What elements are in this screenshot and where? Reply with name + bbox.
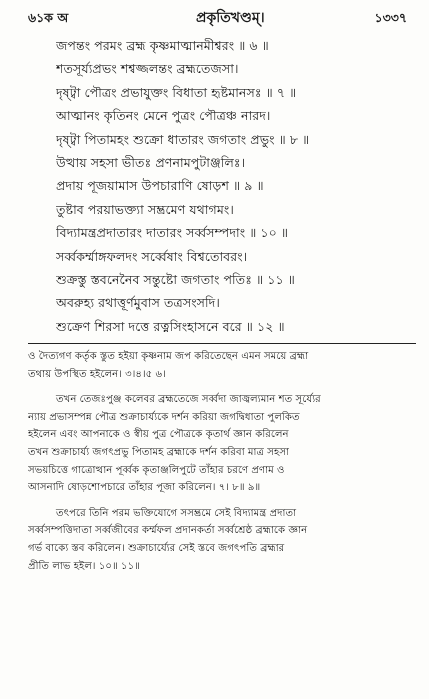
signature-mark: ৬১ক অ [28,10,69,25]
translation-line: ও দৈত্যগণ কর্তৃক স্তুত হইয়া কৃষ্ণনাম জপ করিতেছেন এমন সময়ে ব্রহ্মা [28,351,309,362]
translation-line: গর্ভ বাক্যে স্তব করিলেন। শুক্রাচার্য্যের সেই স্তবে জগৎপতি ব্রহ্মার [28,542,285,554]
sanskrit-verses [56,34,419,338]
translation-line: হইলেন এবং আপনাকে ও স্বীয় পুত্র পৌত্রকে কৃতার্থ জ্ঞান করিলেন [28,429,289,441]
verse-line: তুষ্টাব পরয়াভক্ত্যা সম্ভ্রমেণ যথাগমং। [56,201,234,217]
verse-line: দৃষ্ট্বা পৌত্রং প্রভাযুক্তং বিধাতা হৃষ্টমানসঃ ॥ ৭ ॥ [56,84,297,100]
running-title: প্রকৃতিখণ্ডম্। [196,10,265,26]
verse-line: দৃষ্ট্বা পিতামহং শুক্রো ধাতারং জগতাং প্রভুং ॥ ৮ ॥ [56,131,310,147]
translation-line: তৎপরে তিনি পরম ভক্তিযোগে সসম্ভ্রমে সেই বিদ্যামন্ত্র প্রদাতা [56,507,297,519]
translation-line: সর্ব্বসম্পত্তিদাতা সর্ব্বজীবের কর্ম্মফল প্রদানকর্তা সর্ব্বশ্রেষ্ঠ ব্রহ্মাকে জ্ঞান [28,525,308,537]
verse-line: উত্থায় সহসা ভীতঃ প্রণনামপুটাঞ্জলিঃ। [56,154,246,170]
bengali-translation [28,348,417,575]
translation-paragraph [28,505,417,575]
translation-line: প্রীতি লাভ হইল। ১০॥ ১১॥ [28,560,141,572]
verse-line: বিদ্যামন্ত্রপ্রদাতারং দাতারং সর্ব্বসম্পদাং ॥ ১০ ॥ [56,225,289,241]
running-header [28,6,407,26]
verse-line: শতসূর্য্যপ্রভং শশ্বজ্জলন্তং ব্রহ্মতেজসা। [56,61,239,77]
translation-line: তখন তেজঃপুঞ্জ কলেবর ব্রহ্মতেজে সর্ব্বদা জাজ্বল্যমান শত সূর্য্যের [56,394,321,406]
translation-line: তথায় উপস্থিত হইলেন। ৩।৪।৫ ৬। [28,368,166,380]
verse-line: আত্মানং কৃতিনং মেনে পুত্রং পৌত্রঞ্চ নারদ। [56,108,271,124]
verse-line: সর্ব্বকর্ম্মাঙ্গফলদং সর্ব্বেষাং বিশ্বতোবরং। [56,248,248,264]
verse-line: অবরুহ্য রথাত্তূর্ণমুবাস তত্রসংসদি। [56,295,220,311]
footnote-divider [28,343,416,344]
page-number: ১৩৩৭ [374,10,407,25]
verse-line: শুক্রস্তু স্তবনেনৈব সন্তুষ্টো জগতাং পতিঃ ॥ ১১ ॥ [56,271,295,287]
translation-paragraph [28,348,417,383]
translation-line: আসনাদি ষোড়শোপচারে তাঁহার পূজা করিলেন। ৭। ৮॥ ৯॥ [28,482,261,494]
verse-line: শুক্রেণ শিরসা দত্তে রত্নসিংহাসনে বরে ॥ ১২ ॥ [56,318,285,334]
translation-paragraph [28,391,417,497]
verse-line: জপন্তং পরমং ব্রহ্ম কৃষ্ণমাত্মানমীশ্বরং ॥ ৬ ॥ [56,38,269,53]
translation-line: তখন শুক্রাচার্য্য জগৎপ্রভু পিতামহ ব্রহ্মাকে দর্শন করিবা মাত্র সহসা [28,446,290,458]
verse-line: প্রদায় পূজয়ামাস উপচারাণি ষোড়শ ॥ ৯ ॥ [56,178,264,194]
translation-line: ন্যায় প্রভাসম্পন্ন পৌত্র শুক্রাচার্য্যকে দর্শন করিয়া জগদ্বিধাতা পুলকিত [28,411,300,423]
translation-line: সভয়চিত্তে গাত্রোত্থান পূর্ব্বক কৃতাঞ্জলিপুটে তাঁহার চরণে প্রণাম ও [28,464,285,476]
